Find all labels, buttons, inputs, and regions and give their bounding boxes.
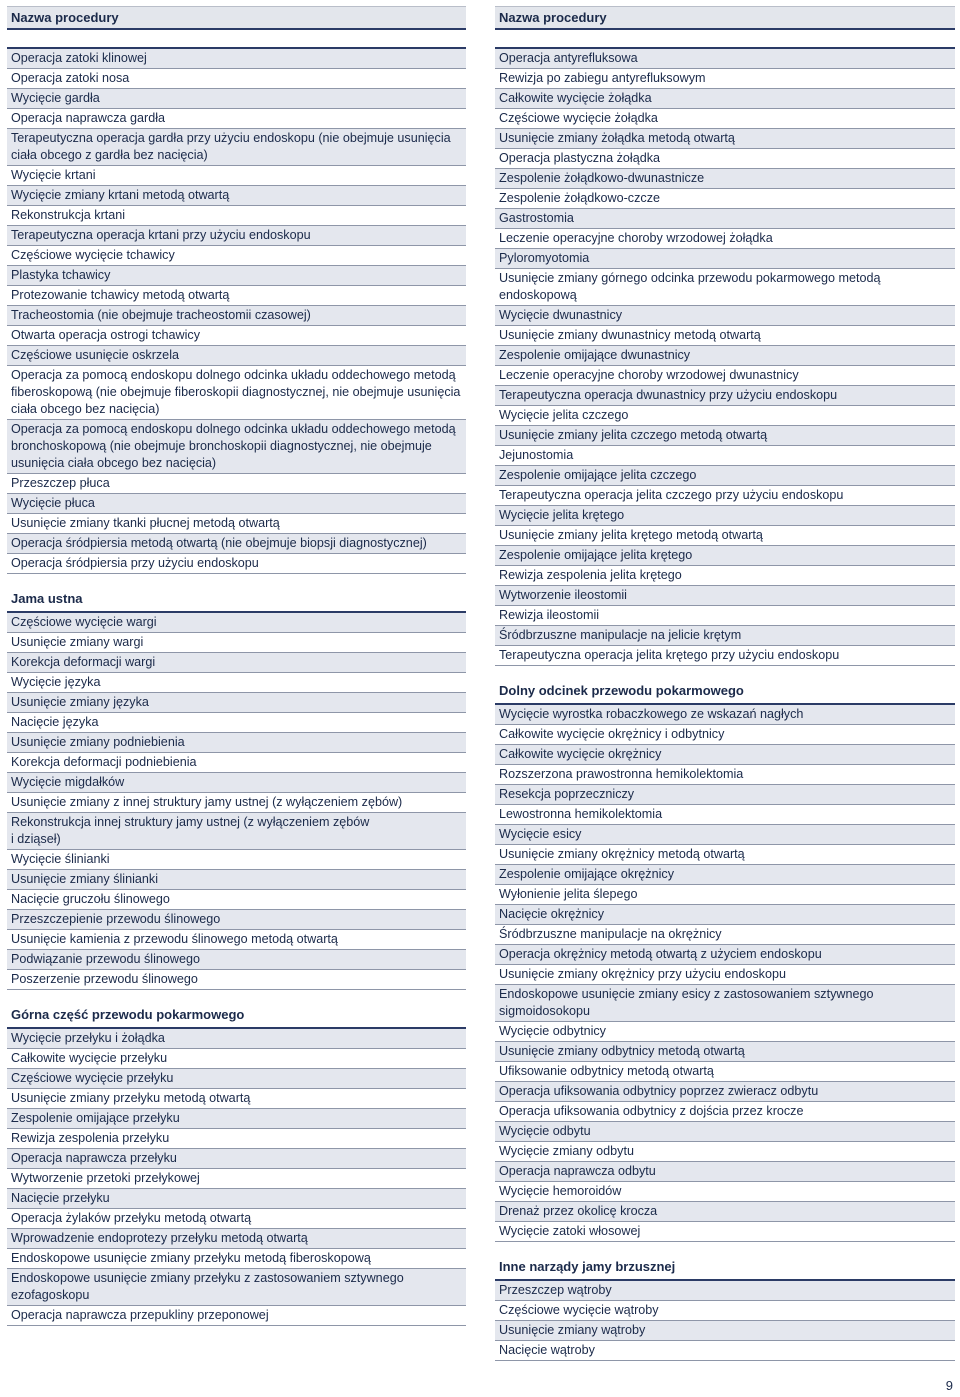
procedure-row: Usunięcie zmiany okrężnicy metodą otwartą bbox=[495, 845, 955, 865]
procedure-row: Usunięcie zmiany jelita krętego metodą otwartą bbox=[495, 526, 955, 546]
procedure-row: Usunięcie zmiany tkanki płucnej metodą otwartą bbox=[7, 514, 466, 534]
procedure-row: Otwarta operacja ostrogi tchawicy bbox=[7, 326, 466, 346]
procedure-row: Operacja naprawcza przepukliny przeponowej bbox=[7, 1306, 466, 1326]
procedure-row: Lewostronna hemikolektomia bbox=[495, 805, 955, 825]
procedure-row: Operacja zatoki klinowej bbox=[7, 49, 466, 69]
procedure-row: Terapeutyczna operacja dwunastnicy przy użyciu endoskopu bbox=[495, 386, 955, 406]
procedure-row: Nacięcie wątroby bbox=[495, 1341, 955, 1361]
procedure-row: Wycięcie wyrostka robaczkowego ze wskazań nagłych bbox=[495, 705, 955, 725]
procedure-row: Wprowadzenie endoprotezy przełyku metodą otwartą bbox=[7, 1229, 466, 1249]
procedure-row: Zespolenie omijające jelita krętego bbox=[495, 546, 955, 566]
procedure-row: Operacja naprawcza odbytu bbox=[495, 1162, 955, 1182]
right-blocks bbox=[495, 47, 955, 1361]
procedure-row: Śródbrzuszne manipulacje na okrężnicy bbox=[495, 925, 955, 945]
procedure-row: Przeszczep wątroby bbox=[495, 1281, 955, 1301]
procedure-row: Całkowite wycięcie żołądka bbox=[495, 89, 955, 109]
procedure-row: Pyloromyotomia bbox=[495, 249, 955, 269]
procedure-row: Częściowe wycięcie wątroby bbox=[495, 1301, 955, 1321]
procedure-row: Wycięcie języka bbox=[7, 673, 466, 693]
procedure-row: Śródbrzuszne manipulacje na jelicie krętym bbox=[495, 626, 955, 646]
procedure-row: Wycięcie gardła bbox=[7, 89, 466, 109]
procedure-row: Operacja ufiksowania odbytnicy poprzez zwieracz odbytu bbox=[495, 1082, 955, 1102]
procedure-row: Zespolenie żołądkowo-dwunastnicze bbox=[495, 169, 955, 189]
procedure-row: Usunięcie zmiany górnego odcinka przewodu pokarmowego metodą endoskopową bbox=[495, 269, 955, 306]
procedure-row: Wyłonienie jelita ślepego bbox=[495, 885, 955, 905]
procedure-row: Operacja naprawcza gardła bbox=[7, 109, 466, 129]
procedure-row: Terapeutyczna operacja jelita krętego przy użyciu endoskopu bbox=[495, 646, 955, 666]
left-column-header: Nazwa procedury bbox=[7, 6, 466, 30]
procedure-row: Nacięcie gruczołu ślinowego bbox=[7, 890, 466, 910]
right-column-header: Nazwa procedury bbox=[495, 6, 955, 30]
procedure-row: Usunięcie zmiany przełyku metodą otwartą bbox=[7, 1089, 466, 1109]
left-blocks bbox=[7, 47, 466, 1326]
procedure-row: Ufiksowanie odbytnicy metodą otwartą bbox=[495, 1062, 955, 1082]
procedure-row: Wycięcie jelita czczego bbox=[495, 406, 955, 426]
procedure-row: Gastrostomia bbox=[495, 209, 955, 229]
procedure-list bbox=[495, 1281, 955, 1361]
right-column bbox=[495, 6, 955, 1361]
procedure-row: Operacja żylaków przełyku metodą otwartą bbox=[7, 1209, 466, 1229]
procedure-row: Rewizja zespolenia przełyku bbox=[7, 1129, 466, 1149]
procedure-row: Wycięcie zmiany odbytu bbox=[495, 1142, 955, 1162]
procedure-row: Usunięcie kamienia z przewodu ślinowego metodą otwartą bbox=[7, 930, 466, 950]
procedure-row: Zespolenie omijające jelita czczego bbox=[495, 466, 955, 486]
procedure-row: Rekonstrukcja innej struktury jamy ustnej (z wyłączeniem zębów i dziąseł) bbox=[7, 813, 466, 850]
procedure-row: Leczenie operacyjne choroby wrzodowej żołądka bbox=[495, 229, 955, 249]
procedure-row: Zespolenie omijające okrężnicy bbox=[495, 865, 955, 885]
procedure-row: Wycięcie przełyku i żołądka bbox=[7, 1029, 466, 1049]
procedure-row: Usunięcie zmiany podniebienia bbox=[7, 733, 466, 753]
procedure-row: Wycięcie hemoroidów bbox=[495, 1182, 955, 1202]
procedure-row: Wycięcie migdałków bbox=[7, 773, 466, 793]
procedure-row: Usunięcie zmiany odbytnicy metodą otwartą bbox=[495, 1042, 955, 1062]
procedure-row: Usunięcie zmiany ślinianki bbox=[7, 870, 466, 890]
procedure-row: Nacięcie przełyku bbox=[7, 1189, 466, 1209]
procedure-row: Usunięcie zmiany okrężnicy przy użyciu endoskopu bbox=[495, 965, 955, 985]
section-title: Dolny odcinek przewodu pokarmowego bbox=[495, 666, 955, 705]
procedure-row: Całkowite wycięcie okrężnicy bbox=[495, 745, 955, 765]
procedure-row: Plastyka tchawicy bbox=[7, 266, 466, 286]
procedure-row: Resekcja poprzeczniczy bbox=[495, 785, 955, 805]
procedure-row: Wycięcie płuca bbox=[7, 494, 466, 514]
procedure-row: Operacja zatoki nosa bbox=[7, 69, 466, 89]
procedure-row: Częściowe wycięcie przełyku bbox=[7, 1069, 466, 1089]
procedure-row: Operacja za pomocą endoskopu dolnego odcinka układu oddechowego metodą bronchoskopową (nie obejmuje bronchoskopii diagnostycznej, nie obejmuje usunięcia ciała obcego bez nacięcia) bbox=[7, 420, 466, 474]
procedure-row: Zespolenie omijające dwunastnicy bbox=[495, 346, 955, 366]
procedure-row: Rozszerzona prawostronna hemikolektomia bbox=[495, 765, 955, 785]
procedure-row: Drenaż przez okolicę krocza bbox=[495, 1202, 955, 1222]
procedure-row: Terapeutyczna operacja gardła przy użyciu endoskopu (nie obejmuje usunięcia ciała obcego z gardła bez nacięcia) bbox=[7, 129, 466, 166]
procedure-row: Przeszczep płuca bbox=[7, 474, 466, 494]
section-title: Jama ustna bbox=[7, 574, 466, 613]
procedure-row: Częściowe usunięcie oskrzela bbox=[7, 346, 466, 366]
procedure-row: Usunięcie zmiany żołądka metodą otwartą bbox=[495, 129, 955, 149]
page-number: 9 bbox=[945, 1378, 953, 1393]
procedure-row: Protezowanie tchawicy metodą otwartą bbox=[7, 286, 466, 306]
left-column bbox=[7, 6, 466, 1326]
section-title: Inne narządy jamy brzusznej bbox=[495, 1242, 955, 1281]
procedure-row: Terapeutyczna operacja krtani przy użyciu endoskopu bbox=[7, 226, 466, 246]
procedure-row: Całkowite wycięcie okrężnicy i odbytnicy bbox=[495, 725, 955, 745]
procedure-row: Wycięcie zatoki włosowej bbox=[495, 1222, 955, 1242]
section-title: Górna część przewodu pokarmowego bbox=[7, 990, 466, 1029]
procedure-row: Usunięcie zmiany wątroby bbox=[495, 1321, 955, 1341]
procedure-row: Poszerzenie przewodu ślinowego bbox=[7, 970, 466, 990]
procedure-row: Operacja za pomocą endoskopu dolnego odcinka układu oddechowego metodą fiberoskopową (nie obejmuje fiberoskopii diagnostycznej, nie obejmuje usunięcia ciała obcego bez nacięcia) bbox=[7, 366, 466, 420]
procedure-row: Zespolenie żołądkowo-czcze bbox=[495, 189, 955, 209]
procedure-row: Usunięcie zmiany języka bbox=[7, 693, 466, 713]
procedure-list bbox=[7, 1029, 466, 1326]
procedure-row: Operacja naprawcza przełyku bbox=[7, 1149, 466, 1169]
procedure-list bbox=[495, 47, 955, 666]
procedure-row: Usunięcie zmiany z innej struktury jamy ustnej (z wyłączeniem zębów) bbox=[7, 793, 466, 813]
procedure-row: Operacja śródpiersia metodą otwartą (nie obejmuje biopsji diagnostycznej) bbox=[7, 534, 466, 554]
procedure-row: Nacięcie języka bbox=[7, 713, 466, 733]
procedure-row: Usunięcie zmiany wargi bbox=[7, 633, 466, 653]
procedure-row: Usunięcie zmiany dwunastnicy metodą otwartą bbox=[495, 326, 955, 346]
procedure-row: Całkowite wycięcie przełyku bbox=[7, 1049, 466, 1069]
procedure-row: Jejunostomia bbox=[495, 446, 955, 466]
procedure-row: Wycięcie jelita krętego bbox=[495, 506, 955, 526]
procedure-row: Leczenie operacyjne choroby wrzodowej dwunastnicy bbox=[495, 366, 955, 386]
procedure-row: Rewizja zespolenia jelita krętego bbox=[495, 566, 955, 586]
procedure-row: Operacja plastyczna żołądka bbox=[495, 149, 955, 169]
procedure-row: Rekonstrukcja krtani bbox=[7, 206, 466, 226]
procedure-list bbox=[7, 47, 466, 574]
procedure-row: Wycięcie esicy bbox=[495, 825, 955, 845]
procedure-list bbox=[7, 613, 466, 990]
procedure-row: Częściowe wycięcie tchawicy bbox=[7, 246, 466, 266]
procedure-row: Częściowe wycięcie żołądka bbox=[495, 109, 955, 129]
procedure-row: Usunięcie zmiany jelita czczego metodą otwartą bbox=[495, 426, 955, 446]
procedure-row: Przeszczepienie przewodu ślinowego bbox=[7, 910, 466, 930]
procedure-row: Zespolenie omijające przełyku bbox=[7, 1109, 466, 1129]
procedure-row: Rewizja po zabiegu antyrefluksowym bbox=[495, 69, 955, 89]
procedure-row: Wycięcie odbytnicy bbox=[495, 1022, 955, 1042]
procedure-row: Operacja okrężnicy metodą otwartą z użyciem endoskopu bbox=[495, 945, 955, 965]
procedure-row: Wycięcie dwunastnicy bbox=[495, 306, 955, 326]
procedure-row: Wycięcie zmiany krtani metodą otwartą bbox=[7, 186, 466, 206]
procedure-row: Wycięcie odbytu bbox=[495, 1122, 955, 1142]
procedure-row: Operacja ufiksowania odbytnicy z dojścia przez krocze bbox=[495, 1102, 955, 1122]
procedure-row: Operacja antyrefluksowa bbox=[495, 49, 955, 69]
procedure-row: Wytworzenie ileostomii bbox=[495, 586, 955, 606]
procedure-row: Korekcja deformacji wargi bbox=[7, 653, 466, 673]
procedure-row: Rewizja ileostomii bbox=[495, 606, 955, 626]
procedure-list bbox=[495, 705, 955, 1242]
procedure-row: Podwiązanie przewodu ślinowego bbox=[7, 950, 466, 970]
procedure-row: Endoskopowe usunięcie zmiany przełyku z zastosowaniem sztywnego ezofagoskopu bbox=[7, 1269, 466, 1306]
procedure-row: Operacja śródpiersia przy użyciu endoskopu bbox=[7, 554, 466, 574]
procedure-row: Nacięcie okrężnicy bbox=[495, 905, 955, 925]
procedure-row: Korekcja deformacji podniebienia bbox=[7, 753, 466, 773]
procedure-row: Wycięcie krtani bbox=[7, 166, 466, 186]
procedure-row: Tracheostomia (nie obejmuje tracheostomii czasowej) bbox=[7, 306, 466, 326]
procedure-row: Terapeutyczna operacja jelita czczego przy użyciu endoskopu bbox=[495, 486, 955, 506]
procedure-row: Endoskopowe usunięcie zmiany przełyku metodą fiberoskopową bbox=[7, 1249, 466, 1269]
procedure-row: Wycięcie ślinianki bbox=[7, 850, 466, 870]
procedure-row: Endoskopowe usunięcie zmiany esicy z zastosowaniem sztywnego sigmoidosokopu bbox=[495, 985, 955, 1022]
procedure-row: Częściowe wycięcie wargi bbox=[7, 613, 466, 633]
procedure-row: Wytworzenie przetoki przełykowej bbox=[7, 1169, 466, 1189]
